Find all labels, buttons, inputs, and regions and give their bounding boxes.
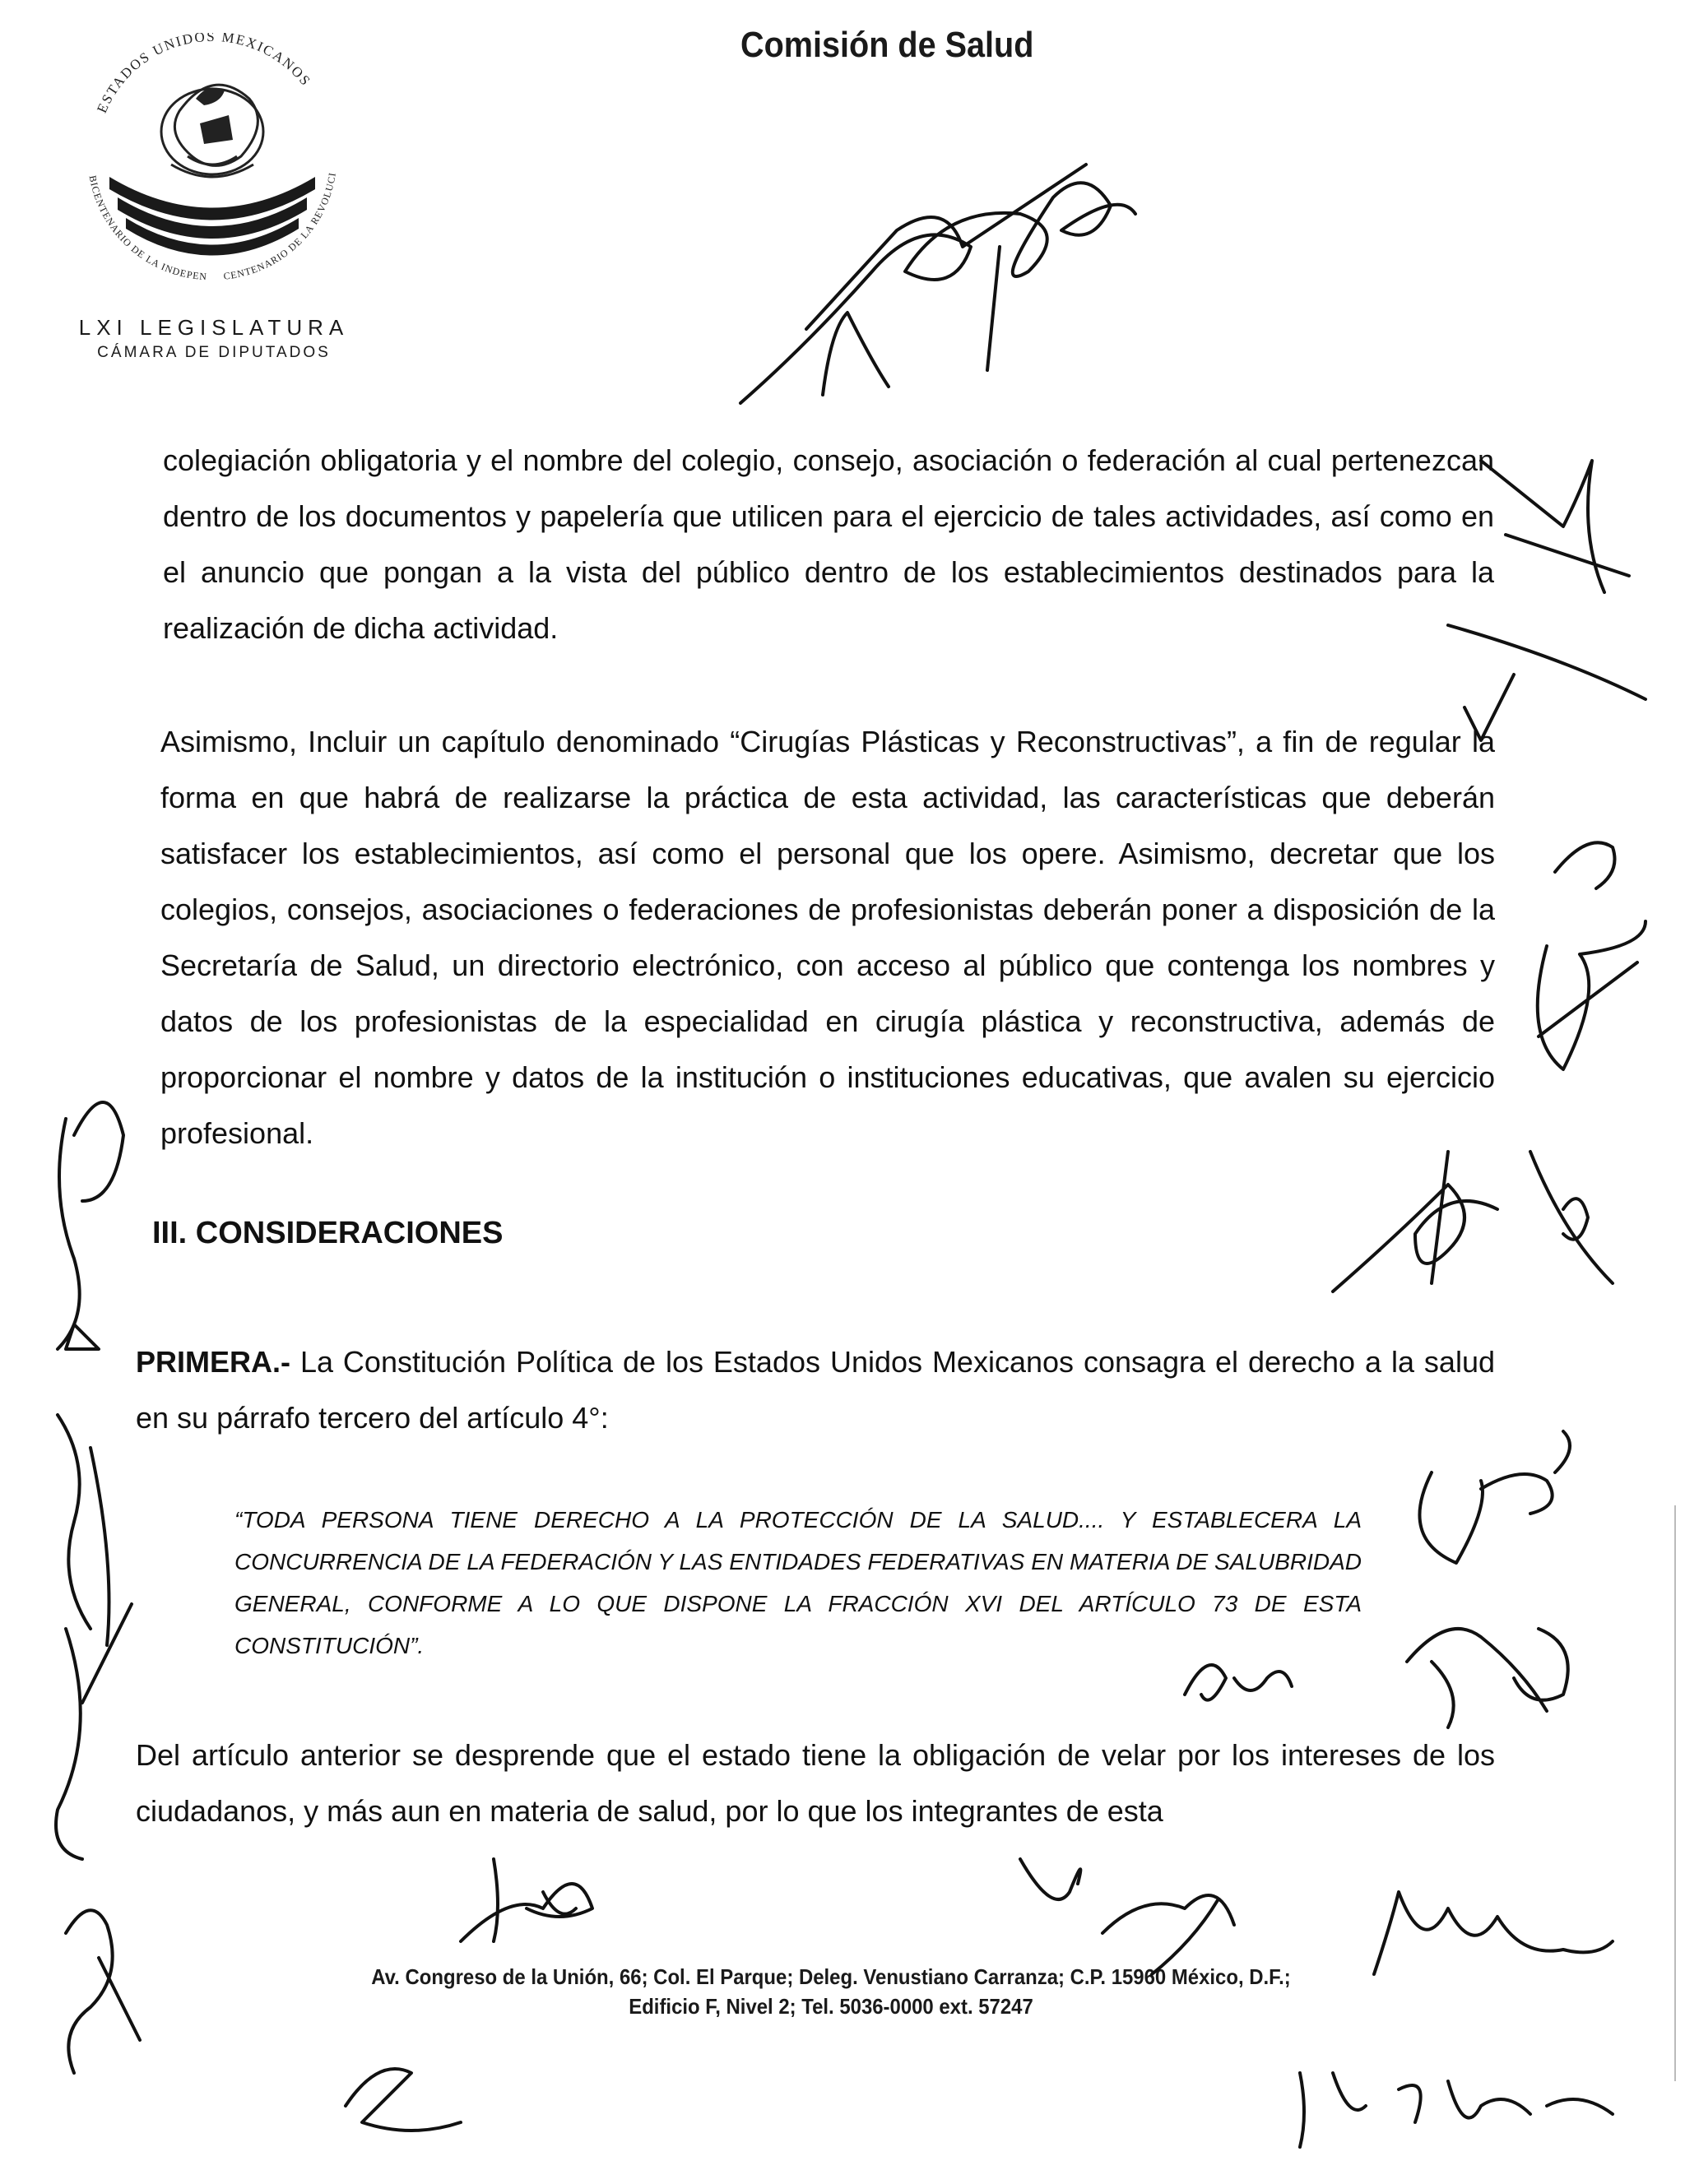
- paragraph-3: [136, 1334, 1495, 1446]
- signature-right-4: [1333, 1152, 1613, 1291]
- footer-line-1: Av. Congreso de la Unión, 66; Col. El Parque; Deleg. Venustiano Carranza; C.P. 15960 México, D.F.;: [371, 1964, 1291, 1989]
- signature-right-1: [1481, 461, 1629, 592]
- footer-address: [316, 1962, 1345, 2021]
- signature-bottom-2: [346, 2069, 461, 2131]
- signature-left-2: [56, 1415, 132, 1859]
- svg-text:CENTENARIO DE LA REVOLUCIÓN: CENTENARIO DE LA REVOLUCI: [222, 171, 338, 282]
- chamber-name: CÁMARA DE DIPUTADOS: [97, 344, 331, 361]
- signature-right-7: [1185, 1665, 1292, 1700]
- svg-text:ESTADOS UNIDOS MEXICANOS: ESTADOS UNIDOS MEXICANOS: [94, 33, 314, 116]
- signature-bottom-5: [1300, 2073, 1613, 2147]
- signature-bottom-1: [461, 1859, 592, 1941]
- signature-top-center: [740, 165, 1135, 403]
- paragraph-4: Del artículo anterior se desprende que el estado tiene la obligación de velar por los intereses de los ciudadanos, y más aun en materia de salud, por lo que los integrantes de esta: [136, 1738, 1495, 1828]
- footer-line-2: Edificio F, Nivel 2; Tel. 5036-0000 ext. 57247: [629, 1994, 1033, 2019]
- paragraph-3-lead: PRIMERA.-: [136, 1345, 290, 1379]
- signature-right-5: [1419, 1431, 1570, 1563]
- signature-right-3: [1538, 842, 1646, 1069]
- signature-left-3: [66, 1910, 140, 2073]
- seal-icon: [64, 33, 360, 288]
- constitution-quote: “TODA PERSONA TIENE DERECHO A LA PROTECCIÓN DE LA SALUD.... Y ESTABLECERA LA CONCURRENCIA DE LA FEDERACIÓN Y LAS ENTIDADES FEDERATIVAS EN MATERIA DE SALUBRIDAD GENERAL, CONFORME A LO QUE DISPONE LA FRACCIÓN XVI DEL ARTÍCULO 73 DE ESTA CONSTITUCIÓN”.: [234, 1507, 1362, 1658]
- paragraph-2: Asimismo, Incluir un capítulo denominado “Cirugías Plásticas y Reconstructivas”, a fin de regular la forma en que habrá de realizarse la práctica de esta actividad, las características que deberán satisfacer los establecimientos, así como el personal que los opere. Asimismo, decretar que los colegios, consejos, asociaciones o federaciones de profesionistas deberán poner a disposición de la Secretaría de Salud, un directorio electrónico, con acceso al público que contenga los nombres y datos de los profesionistas de la especialidad en cirugía plástica y reconstructiva, además de proporcionar el nombre y datos de la institución o instituciones educativas, que avalen su ejercicio profesional.: [160, 725, 1495, 1150]
- signature-left-1: [58, 1102, 123, 1349]
- section-heading: III. CONSIDERACIONES: [152, 1216, 504, 1250]
- page-title: Comisión de Salud: [740, 25, 1034, 65]
- signature-bottom-4: [1374, 1892, 1613, 1974]
- legislature-name: LXI LEGISLATURA: [78, 315, 350, 340]
- signature-right-6: [1407, 1629, 1568, 1727]
- coat-of-arms-seal: [64, 33, 360, 288]
- paragraph-3-text: La Constitución Política de los Estados Unidos Mexicanos consagra el derecho a la salud en su párrafo tercero del artículo 4°:: [136, 1345, 1495, 1435]
- margin-rule: [1674, 1505, 1676, 2081]
- paragraph-1: colegiación obligatoria y el nombre del colegio, consejo, asociación o federación al cual pertenezcan dentro de los documentos y papelería que utilicen para el ejercicio de tales actividades, así como en el anuncio que pongan a la vista del público dentro de los establecimientos destinados para la realización de dicha actividad.: [163, 443, 1494, 645]
- svg-text:BICENTENARIO DE LA INDEPENDENC: BICENTENARIO DE LA INDEPEN: [86, 174, 208, 283]
- signature-bottom-3: [1020, 1859, 1234, 1974]
